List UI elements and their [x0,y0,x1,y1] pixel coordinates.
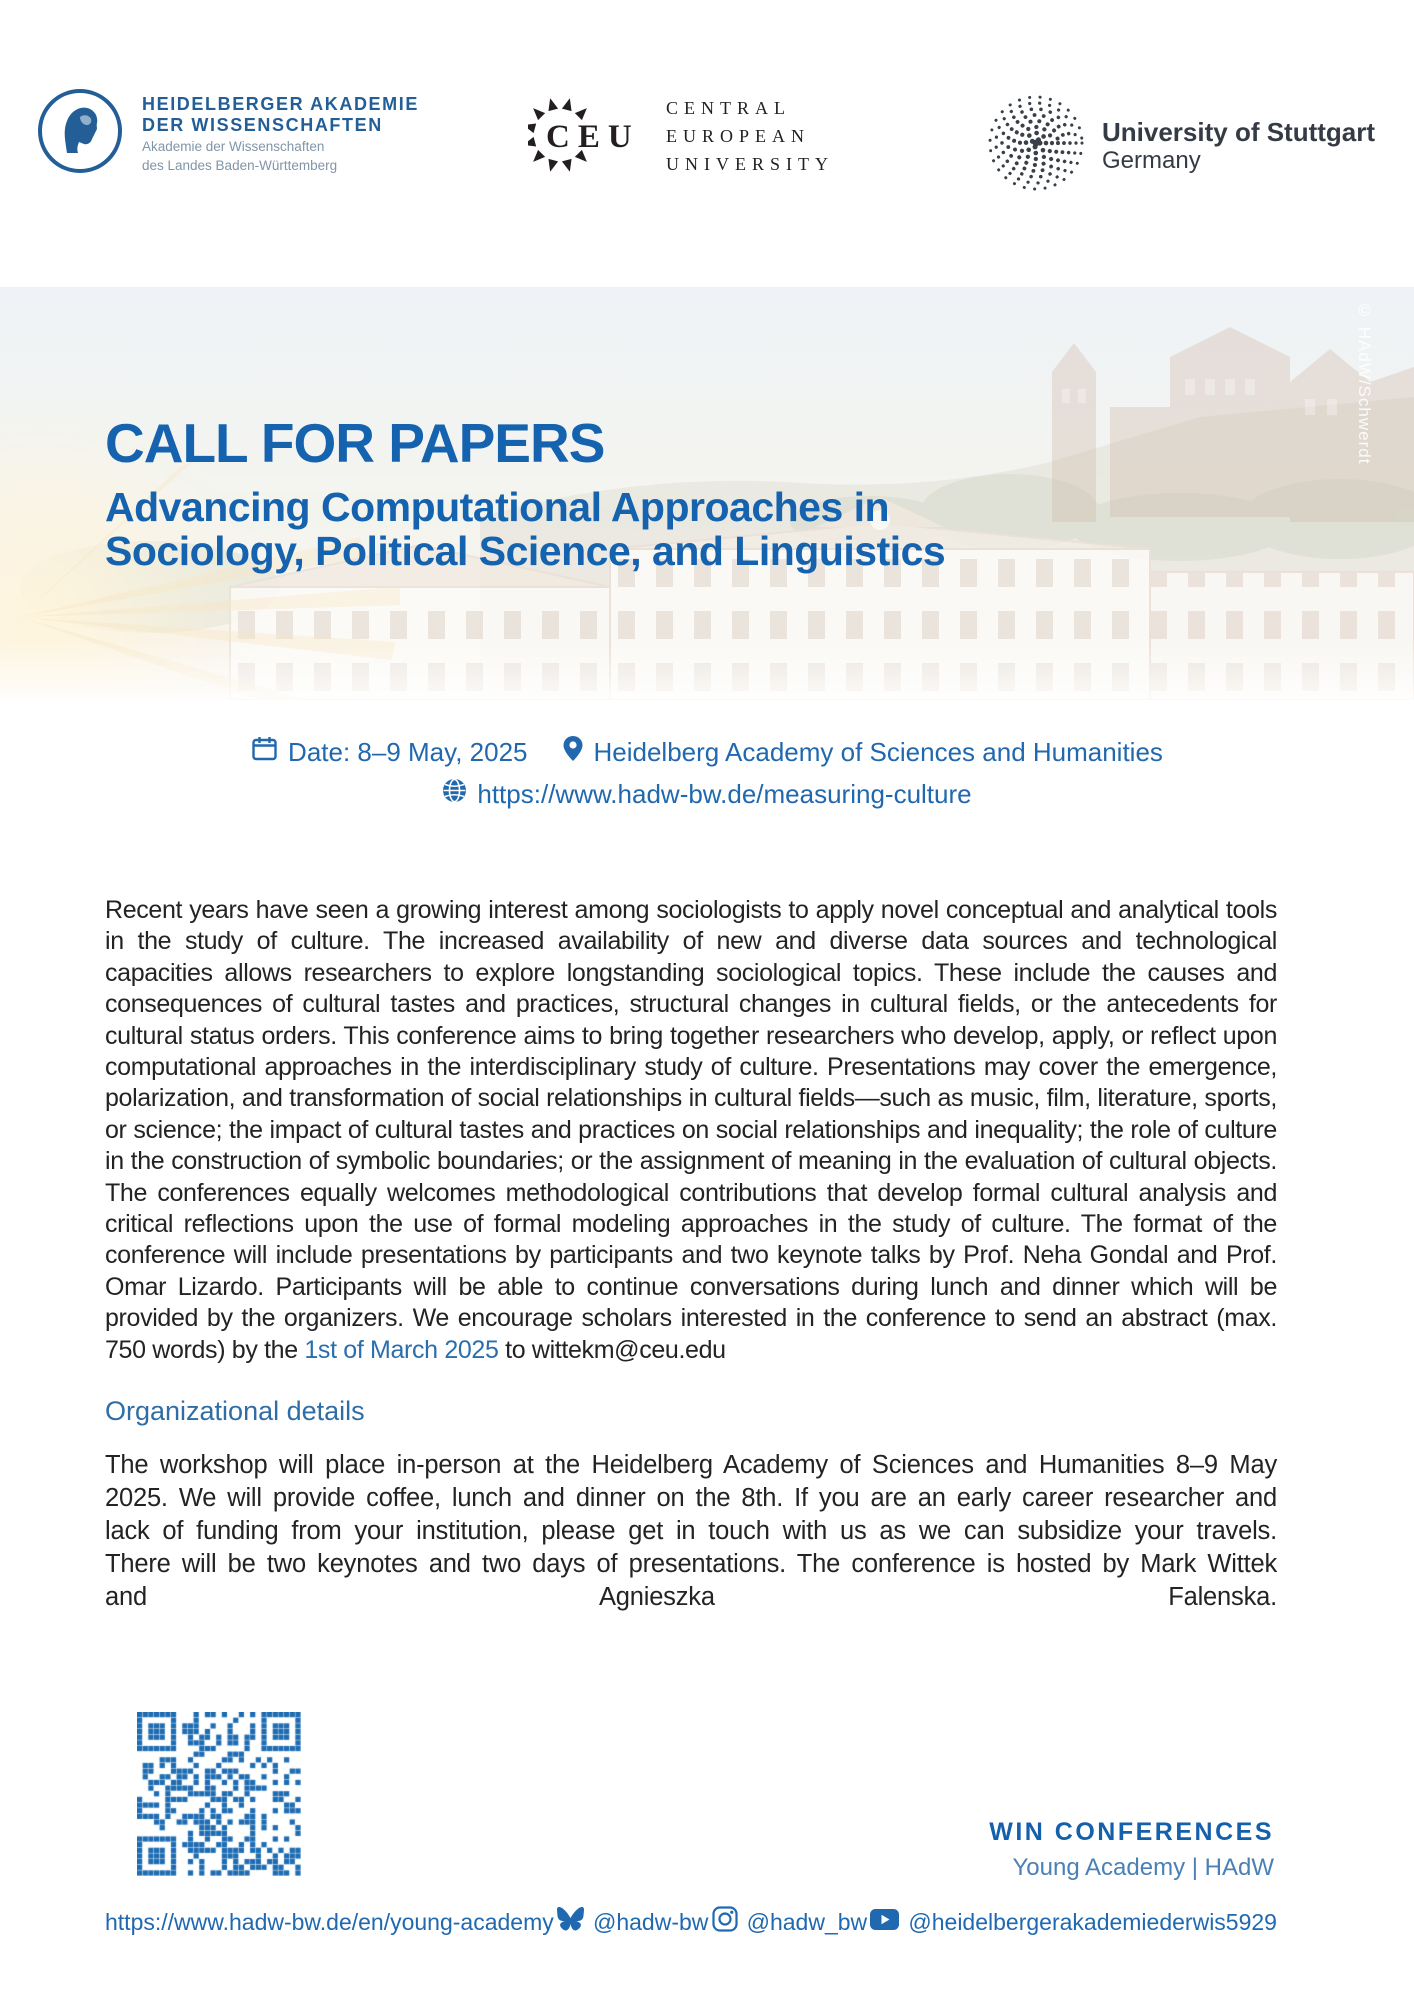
subtitle-line1: Advancing Computational Approaches in [105,484,890,530]
event-date: Date: 8–9 May, 2025 [288,736,528,767]
win-conferences-label: WIN CONFERENCES [989,1818,1274,1846]
conference-subtitle [105,485,945,573]
hadw-name-line2: DER WISSENSCHAFTEN [142,114,383,135]
section-heading-organizational-details: Organizational details [105,1396,365,1427]
event-website-link[interactable]: https://www.hadw-bw.de/measuring-culture [477,778,972,809]
submission-deadline: 1st of March 2025 [304,1335,499,1364]
youtube-icon [870,1909,899,1936]
ceu-line2: EUROPEAN [666,125,811,146]
location-pin-icon [562,735,584,769]
event-date-location-line [0,735,1414,769]
hadw-name-line1: HEIDELBERGER AKADEMIE [142,93,419,114]
banner [0,287,1414,700]
stuttgart-country: Germany [1102,146,1201,174]
hadw-logo-text [142,94,419,174]
photo-credit: © HAdW/Schwerdt [1355,301,1374,465]
stuttgart-logo [986,93,1375,198]
ceu-logo [528,89,834,182]
win-conferences-block [989,1818,1274,1882]
header-logo-row [0,85,1414,205]
bluesky-link[interactable] [557,1907,708,1937]
qr-code [137,1712,301,1876]
description-text: Recent years have seen a growing interest among sociologists to apply novel conceptual and analytical tools in the study of culture. The increased availability of new and diverse data sources and technological capacities allows researchers to explore longstanding sociological topics. These include the causes and consequences of cultural tastes and practices, structural changes in cultural fields, or the antecedents for cultural status orders. This conference aims to bring together researchers who develop, apply, or reflect upon computational approaches in the interdisciplinary study of culture. Presentations may cover the emergence, polarization, and transformation of social relationships in cultural fields—such as music, film, literature, sports, or science; the impact of cultural tastes and practices on social relationships and inequality; the role of culture in the construction of symbolic boundaries; or the assignment of meaning in the evaluation of cultural objects. The conferences equally welcomes methodological contributions that develop formal cultural analysis and critical reflections upon the use of formal modeling approaches in the study of culture. The format of the conference will include presentations by participants and two keynote talks by Prof. Neha Gondal and Prof. Omar Lizardo. Participants will be able to continue conversations during lunch and dinner which will be provided by the organizers. We encourage scholars interested in the conference to send an abstract (max. 750 words) by the [105,896,1277,1364]
stuttgart-name: University of Stuttgart [1102,116,1376,147]
instagram-icon [712,1906,738,1938]
hadw-logo [36,87,419,180]
instagram-link[interactable] [712,1906,868,1938]
young-academy-label: Young Academy | HAdW [1012,1854,1274,1881]
stuttgart-logo-text [1102,117,1375,175]
instagram-handle: @hadw_bw [746,1908,868,1935]
subtitle-line2: Sociology, Political Science, and Linguistics [105,528,946,574]
youtube-handle: @heidelbergerakademiederwis5929 [908,1908,1277,1935]
hadw-sub-line2: des Landes Baden-Württemberg [142,157,338,173]
main-content [105,870,1277,1640]
calendar-icon [251,735,278,769]
ceu-emblem-icon [528,89,646,182]
hadw-emblem-icon [36,87,124,180]
organizational-details-text: The workshop will place in-person at the Heidelberg Academy of Sciences and Humanities 8–9 May 2025. We will provide coffee, lunch and dinner on the 8th. If you are an early career researcher and lack of funding from your institution, please get in touch with us as we can subsidize your travels. There will be two keynotes and two days of presentations. The conference is hosted by Mark Wittek and Agnieszka Falenska. [105,1451,1277,1612]
stuttgart-dots-icon [986,93,1086,198]
footer [105,1906,1277,1938]
youtube-link[interactable] [870,1909,1277,1936]
ceu-line3: UNIVERSITY [666,153,834,174]
description-text-after: to [498,1335,532,1364]
banner-text [105,412,946,574]
ceu-acronym: CEU [546,119,640,155]
conference-description [105,895,1277,1366]
bluesky-handle: @hadw-bw [592,1908,709,1935]
contact-email[interactable]: wittekm@ceu.edu [531,1335,726,1364]
ceu-line1: CENTRAL [666,97,791,118]
young-academy-url[interactable]: https://www.hadw-bw.de/en/young-academy [105,1908,554,1935]
event-website-line [0,778,1414,810]
event-location: Heidelberg Academy of Sciences and Humanities [593,736,1163,767]
globe-icon [442,778,467,810]
page-title: CALL FOR PAPERS [105,412,605,474]
ceu-logo-text [666,94,834,178]
bluesky-butterfly-icon [557,1907,584,1937]
hadw-sub-line1: Akademie der Wissenschaften [142,138,325,154]
event-info [0,735,1414,810]
